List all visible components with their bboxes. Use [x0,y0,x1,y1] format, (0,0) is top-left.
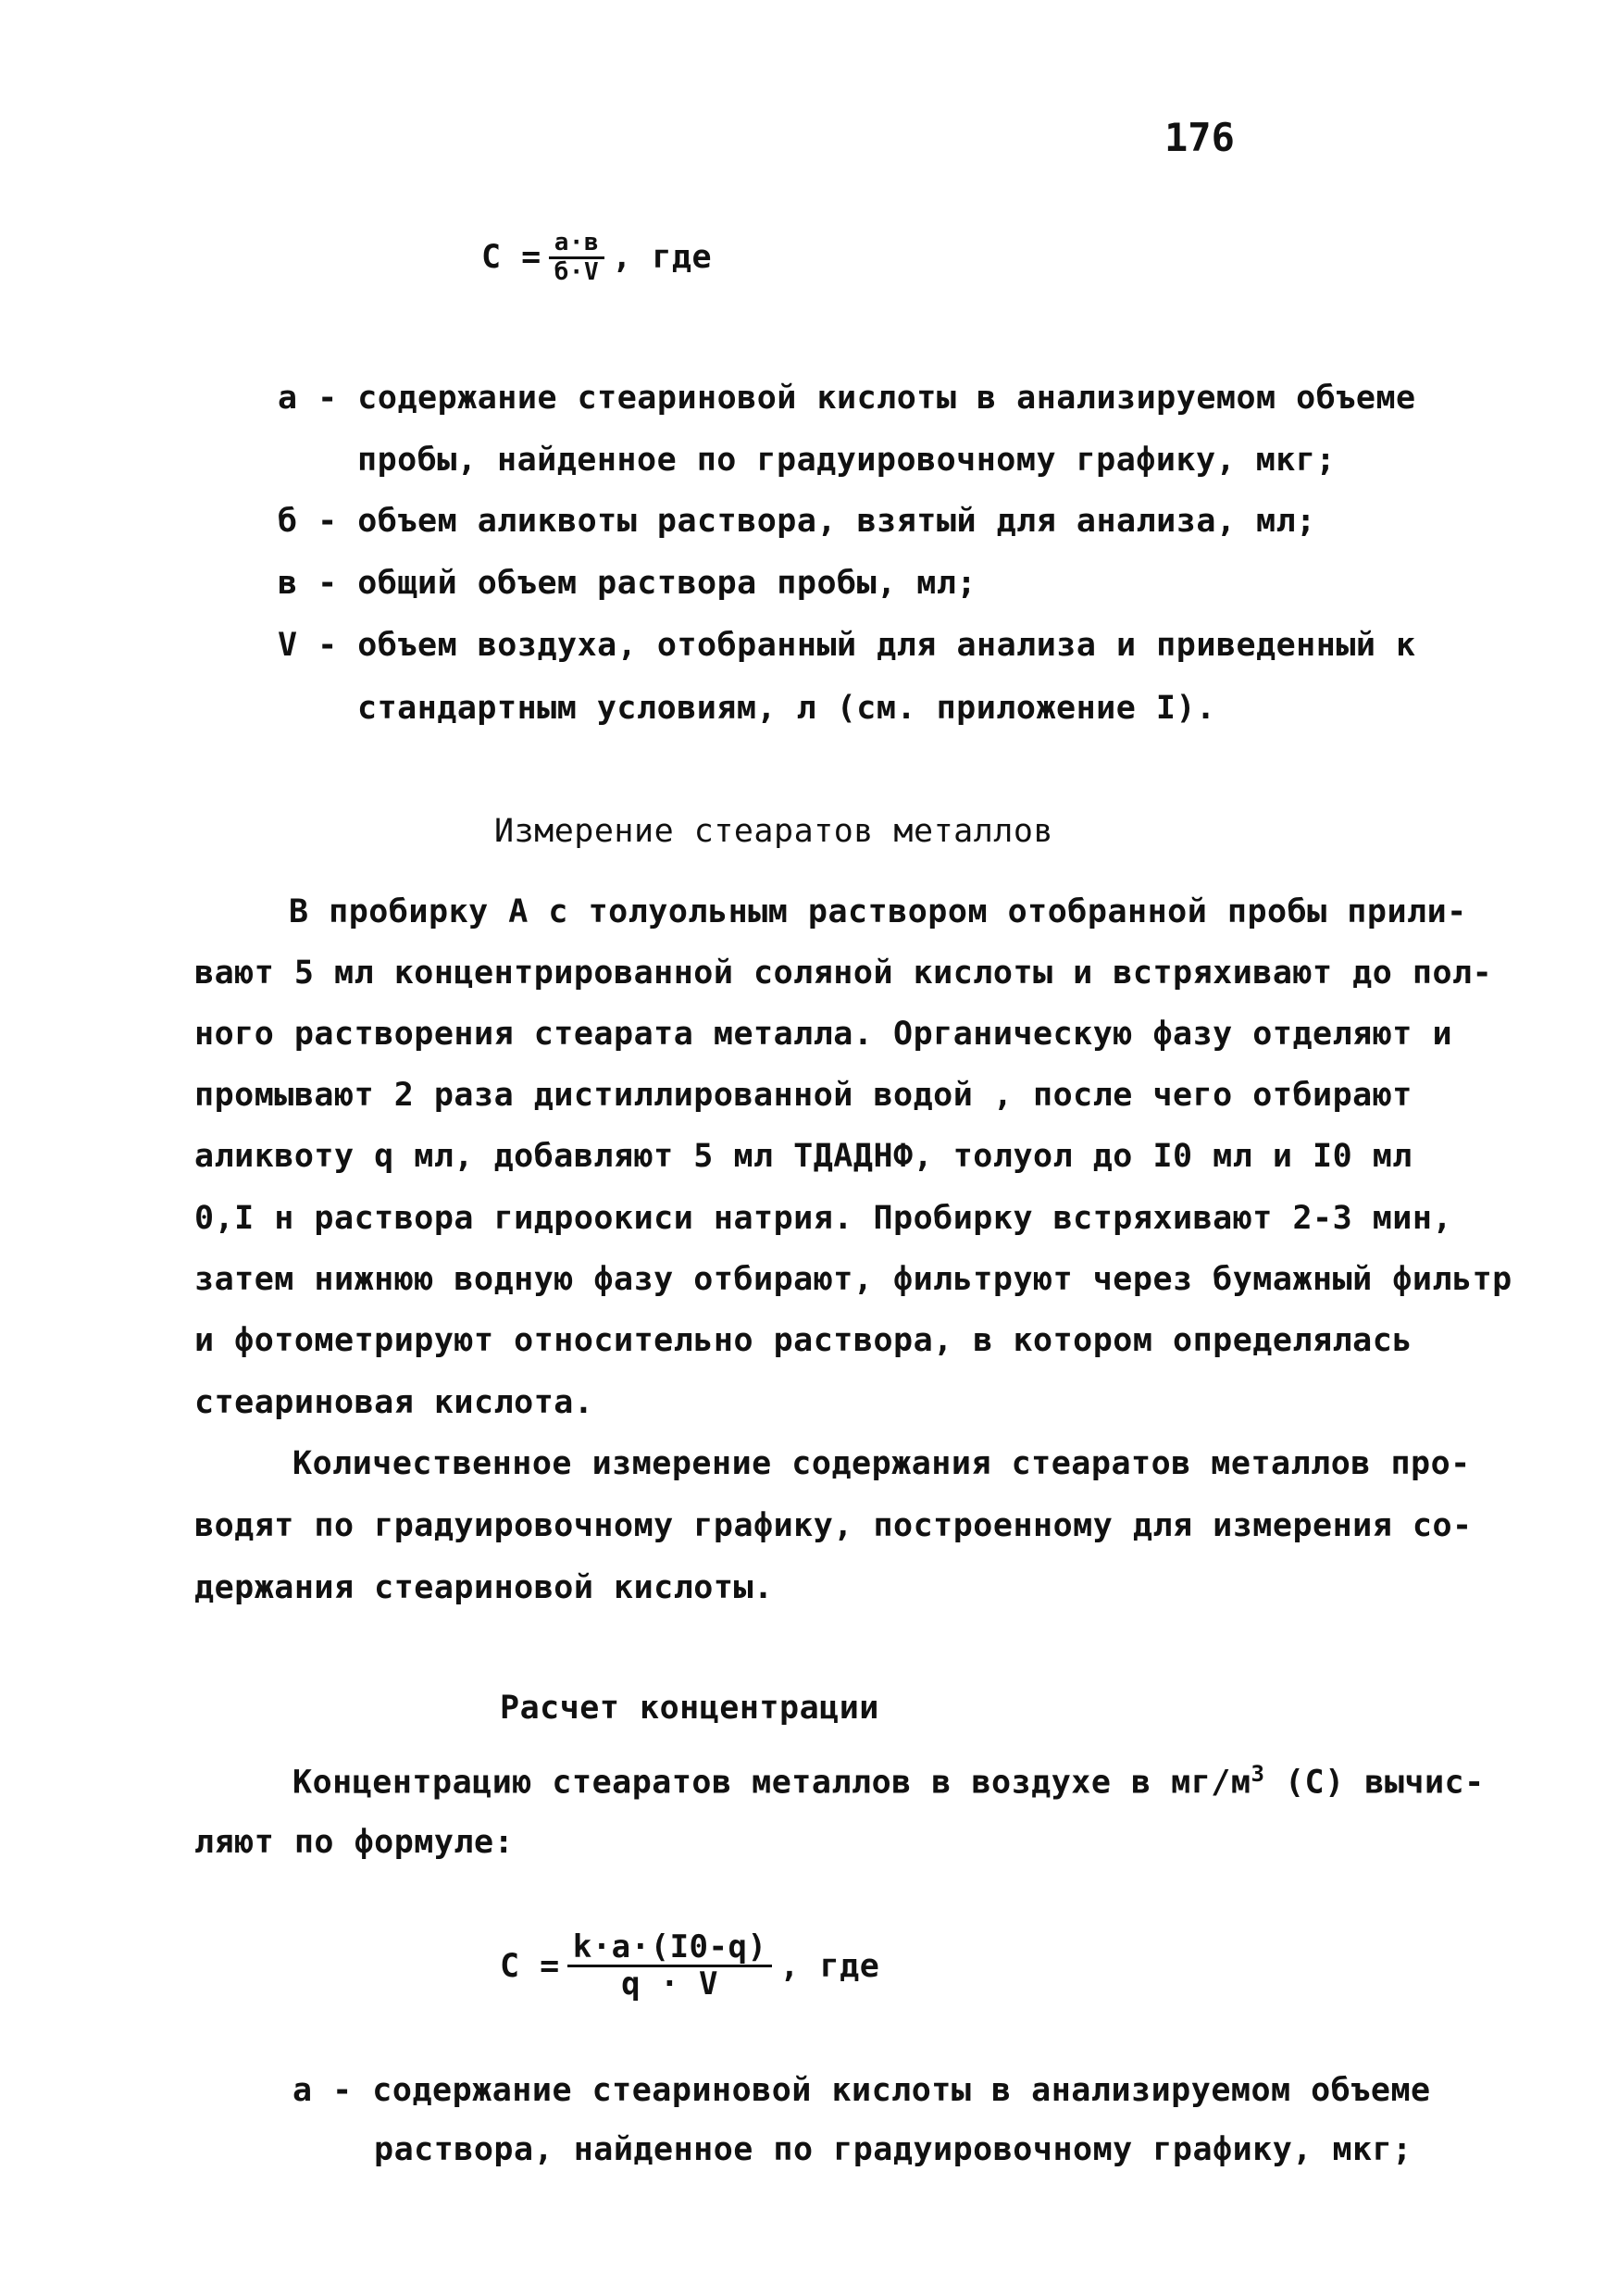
page-number: 176 [1164,115,1235,160]
definition-a-2-continued: раствора, найденное по градуировочному графику, мкг; [374,2131,1413,2168]
definition-symbol: в [278,565,298,602]
definition-symbol: a [278,380,298,417]
section-heading-calculation: Расчет концентрации [500,1690,879,1727]
definition-text: - содержание стеариновой кислоты в анализируемом объеме [317,380,1416,417]
paragraph-text: Концентрацию стеаратов металлов в воздухе в мг/м [292,1764,1251,1802]
definition-a [278,380,1416,417]
definition-a-continued: пробы, найденное по градуировочному графику, мкг; [357,442,1337,479]
formula-2 [500,1930,879,2003]
definition-symbol: б [278,503,298,540]
definition-v [278,565,977,602]
definition-text: - содержание стеариновой кислоты в анализируемом объеме [332,2072,1431,2109]
formula-1-suffix: , где [612,239,713,277]
paragraph-line: аликвоту q мл, добавляют 5 мл ТДАДНФ, толуол до I0 мл и I0 мл [194,1138,1413,1175]
superscript: 3 [1251,1761,1265,1787]
formula-1 [481,230,712,285]
definition-volume-continued: стандартным условиям, л (см. приложение I). [357,690,1216,727]
formula-2-denominator: q · V [621,1965,718,2003]
formula-2-fraction [567,1930,773,2003]
formula-1-numerator: a·в [549,230,604,259]
formula-1-denominator: б·V [554,257,600,286]
paragraph-line: Количественное измерение содержания стеаратов металлов про- [292,1445,1471,1482]
formula-1-lhs: C = [481,239,541,277]
paragraph-line: стеариновая кислота. [194,1384,594,1421]
paragraph-line: и фотометрируют относительно раствора, в котором определялась [194,1322,1413,1359]
definition-symbol: a [292,2072,313,2109]
paragraph-line: затем нижнюю водную фазу отбирают, фильтруют через бумажный фильтр [194,1261,1512,1298]
paragraph-line: ляют по формуле: [194,1824,515,1861]
paragraph-text: (С) вычис- [1264,1764,1485,1802]
paragraph-line: вают 5 мл концентрированной соляной кислоты и встряхивают до пол- [194,955,1493,992]
definition-b [278,503,1316,540]
paragraph-line [292,1761,1485,1802]
formula-2-lhs: C = [500,1947,560,1985]
paragraph-line: водят по градуировочному графику, построенному для измерения со- [194,1507,1473,1544]
section-heading-measurement: Измерение стеаратов металлов [494,813,1054,850]
formula-2-numerator: k·a·(I0-q) [567,1930,773,1967]
paragraph-line: держания стеариновой кислоты. [194,1569,774,1606]
formula-1-fraction [549,230,604,285]
paragraph-line: В пробирку А с толуольным раствором отобранной пробы прили- [289,893,1467,930]
definition-volume [278,627,1416,664]
definition-a-2 [292,2072,1431,2109]
definition-text: - объем воздуха, отобранный для анализа и приведенный к [317,627,1416,664]
definition-text: - общий объем раствора пробы, мл; [317,565,977,602]
paragraph-line: 0,I н раствора гидроокиси натрия. Пробирку встряхивают 2-3 мин, [194,1200,1453,1237]
definition-symbol: V [278,627,298,664]
formula-2-suffix: , где [779,1947,880,1985]
definition-text: - объем аликвоты раствора, взятый для анализа, мл; [317,503,1316,540]
paragraph-line: промывают 2 раза дистиллированной водой , после чего отбирают [194,1077,1413,1114]
paragraph-line: ного растворения стеарата металла. Органическую фазу отделяют и [194,1016,1453,1053]
